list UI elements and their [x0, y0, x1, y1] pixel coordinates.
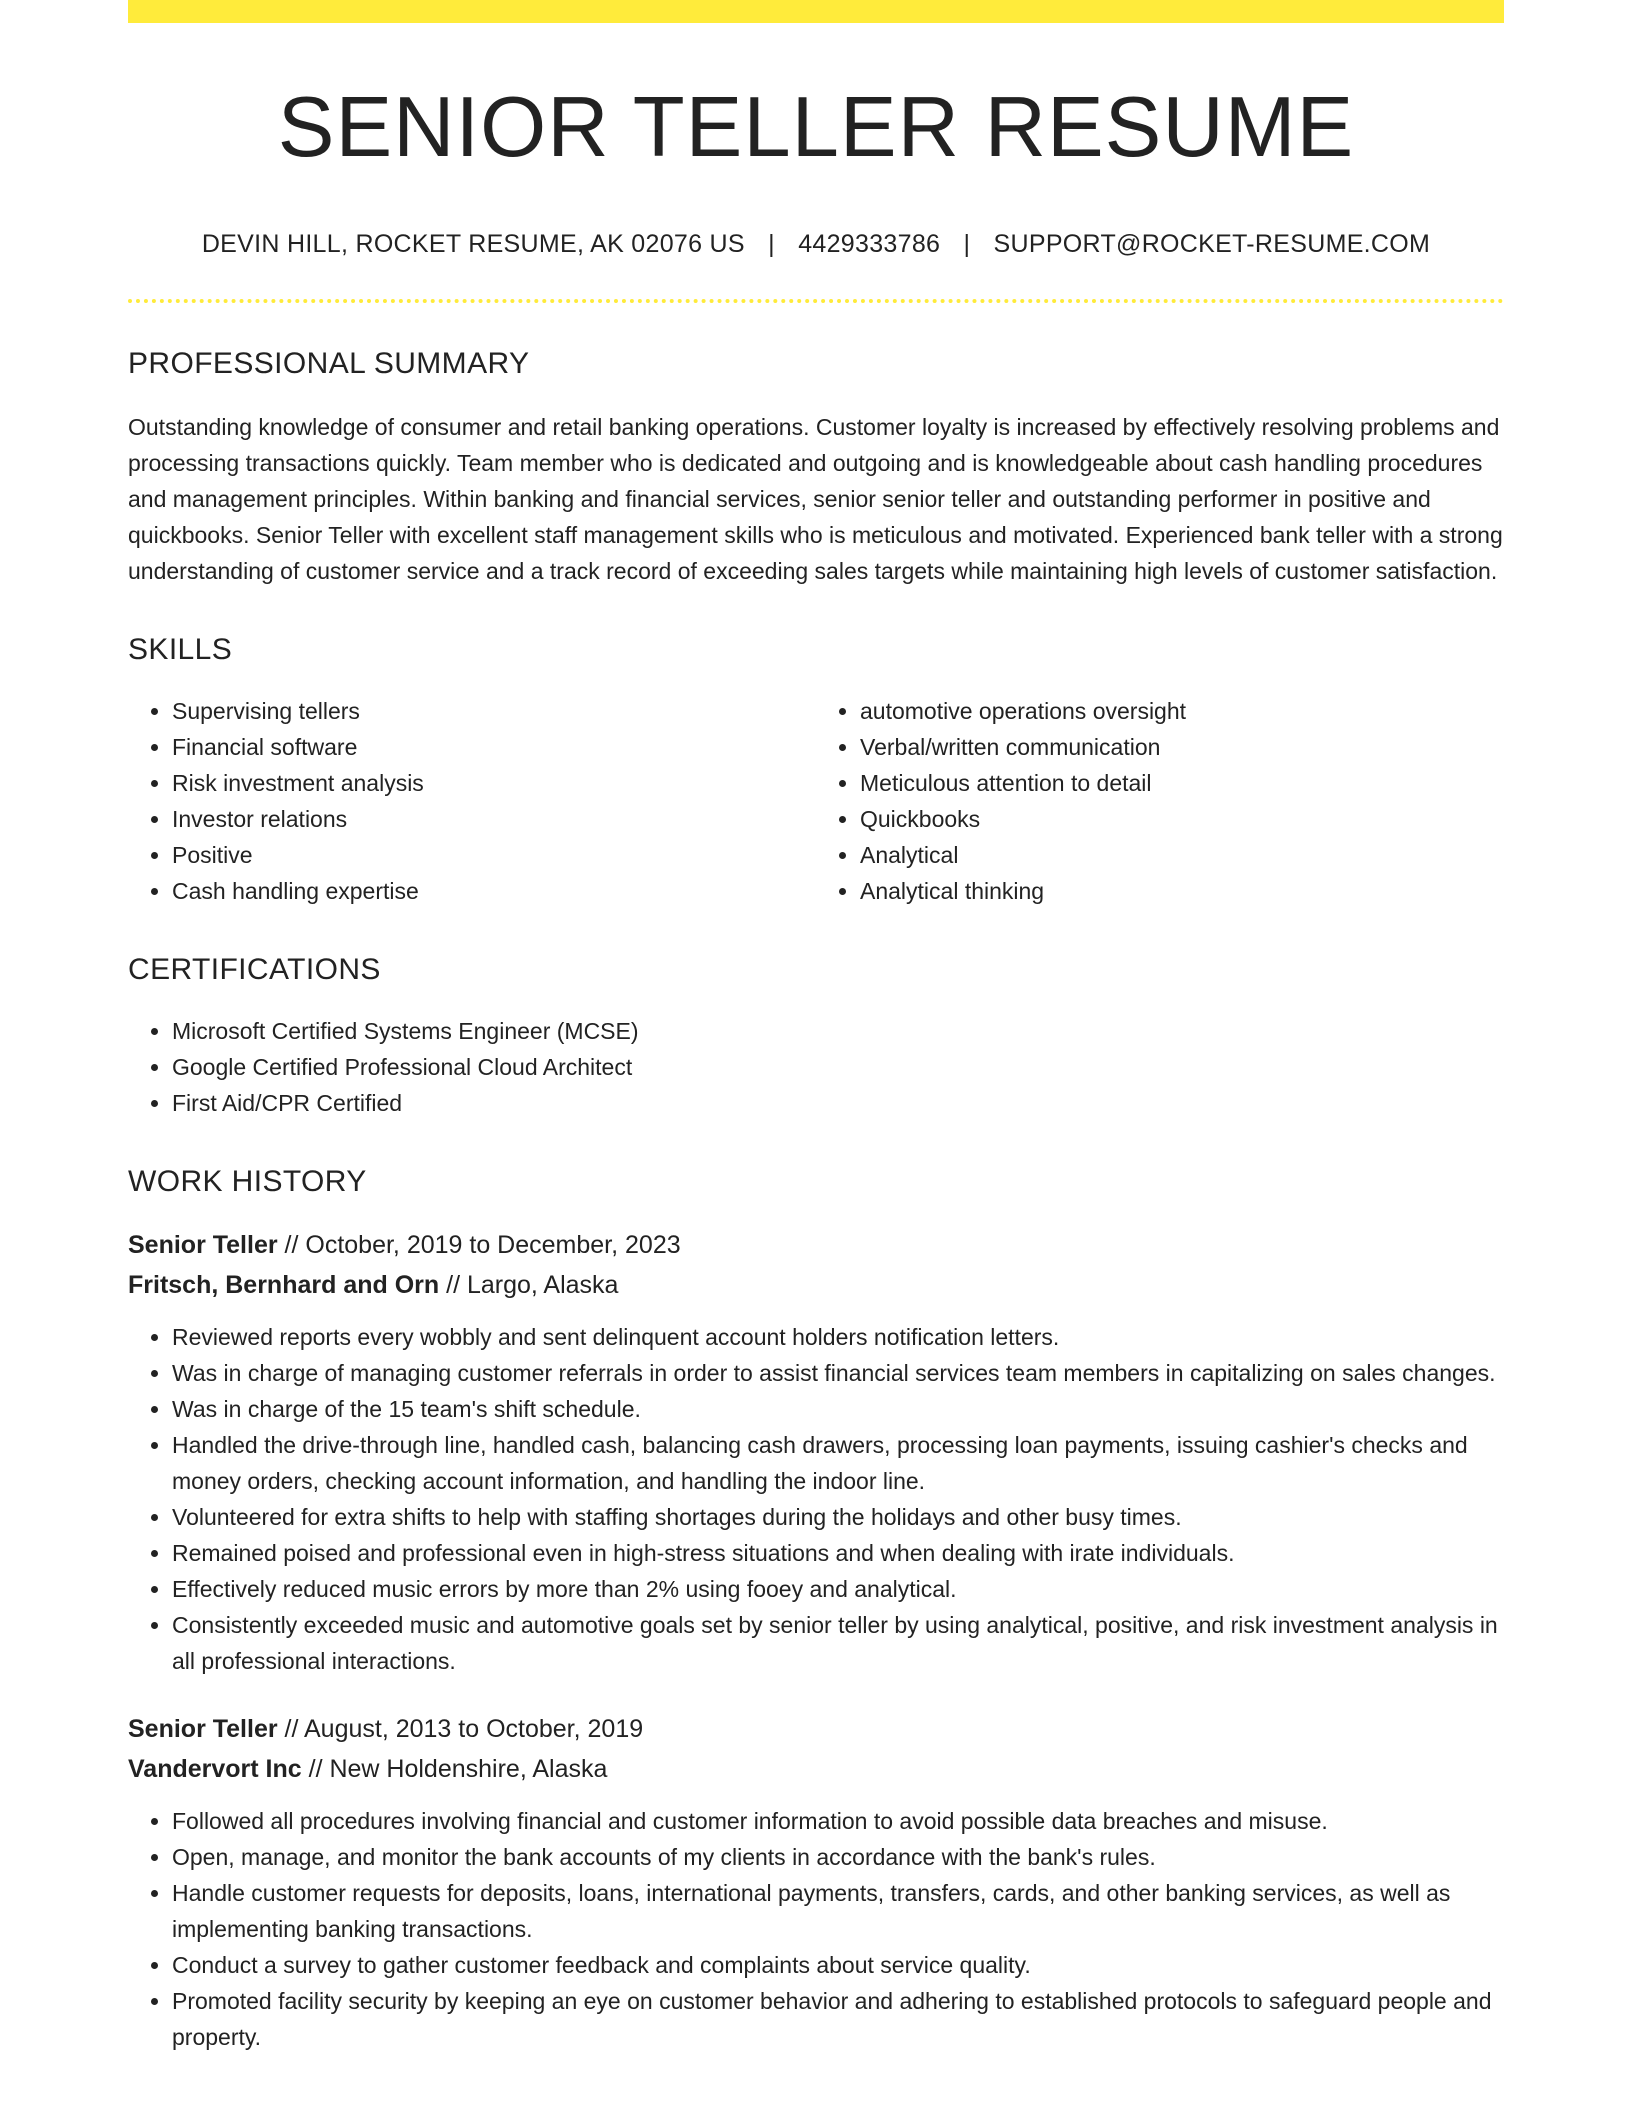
certifications-list: [128, 1013, 1504, 1121]
contact-line: [128, 230, 1504, 259]
work-history-section: [128, 1165, 1504, 2055]
skill-item: • Investor relations: [172, 801, 816, 837]
job-bullet: • Volunteered for extra shifts to help with staffing shortages during the holidays and other busy times.: [172, 1499, 1504, 1535]
contact-separator: |: [963, 229, 971, 258]
job-title: Senior Teller: [128, 1230, 278, 1259]
certification-item: • Microsoft Certified Systems Engineer (MCSE): [172, 1013, 1504, 1049]
job-dates: // August, 2013 to October, 2019: [277, 1714, 644, 1743]
section-heading-work-history: WORK HISTORY: [128, 1164, 367, 1198]
job-bullet: • Was in charge of managing customer referrals in order to assist financial services team members in capitalizing on sales changes.: [172, 1355, 1504, 1391]
accent-bar: [128, 0, 1504, 23]
job-company-line: [128, 1749, 1504, 1789]
job-bullet: • Effectively reduced music errors by more than 2% using fooey and analytical.: [172, 1571, 1504, 1607]
contact-address: DEVIN HILL, ROCKET RESUME, AK 02076 US: [201, 229, 745, 258]
skill-item: • automotive operations oversight: [860, 693, 1504, 729]
section-heading-summary: PROFESSIONAL SUMMARY: [128, 346, 530, 380]
contact-email: SUPPORT@ROCKET-RESUME.COM: [993, 229, 1431, 258]
job-bullet: • Promoted facility security by keeping an eye on customer behavior and adhering to established protocols to safeguard people and property.: [172, 1983, 1504, 2055]
skill-item: • Meticulous attention to detail: [860, 765, 1504, 801]
skill-item: • Supervising tellers: [172, 693, 816, 729]
job-location: // Largo, Alaska: [439, 1270, 619, 1299]
job-header: [128, 1709, 1504, 1789]
dotted-divider: [128, 299, 1504, 303]
certifications-section: [128, 953, 1504, 1121]
certification-item: • First Aid/CPR Certified: [172, 1085, 1504, 1121]
skill-item: • Analytical: [860, 837, 1504, 873]
skill-item: • Positive: [172, 837, 816, 873]
job-bullet: • Handled the drive-through line, handled cash, balancing cash drawers, processing loan payments, issuing cashier's checks and money orders, checking account information, and handling the indoor line.: [172, 1427, 1504, 1499]
job-title-line: [128, 1709, 1504, 1749]
contact-phone: 4429333786: [798, 229, 941, 258]
job-location: // New Holdenshire, Alaska: [301, 1754, 608, 1783]
job-bullet: • Reviewed reports every wobbly and sent delinquent account holders notification letters.: [172, 1319, 1504, 1355]
summary-text: Outstanding knowledge of consumer and retail banking operations. Customer loyalty is increased by effectively resolving problems and processing transactions quickly. Team member who is dedicated and outgoing and is knowledgeable about cash handling procedures and management principles. Within banking and financial services, senior senior teller and outstanding performer in positive and quickbooks. Senior Teller with excellent staff management skills who is meticulous and motivated. Experienced bank teller with a strong understanding of customer service and a track record of exceeding sales targets while maintaining high levels of customer satisfaction.: [128, 413, 1503, 584]
job-bullet: • Was in charge of the 15 team's shift schedule.: [172, 1391, 1504, 1427]
skills-list-right: [816, 693, 1504, 909]
skill-item: • Analytical thinking: [860, 873, 1504, 909]
section-heading-certifications: CERTIFICATIONS: [128, 952, 381, 986]
job-bullets: [128, 1319, 1504, 1679]
skills-section: [128, 633, 1504, 909]
section-heading-skills: SKILLS: [128, 632, 233, 666]
skill-item: • Quickbooks: [860, 801, 1504, 837]
resume-page: [128, 0, 1504, 2055]
job-bullets: [128, 1803, 1504, 2055]
job-company: Vandervort Inc: [128, 1754, 302, 1783]
job-company: Fritsch, Bernhard and Orn: [128, 1270, 440, 1299]
job-dates: // October, 2019 to December, 2023: [277, 1230, 681, 1259]
job-title-line: [128, 1225, 1504, 1265]
job-bullet: • Conduct a survey to gather customer feedback and complaints about service quality.: [172, 1947, 1504, 1983]
job-entry: [128, 1225, 1504, 1679]
job-header: [128, 1225, 1504, 1305]
job-bullet: • Open, manage, and monitor the bank accounts of my clients in accordance with the bank's rules.: [172, 1839, 1504, 1875]
resume-title: SENIOR TELLER RESUME: [277, 80, 1355, 175]
skill-item: • Verbal/written communication: [860, 729, 1504, 765]
certification-item: • Google Certified Professional Cloud Architect: [172, 1049, 1504, 1085]
job-bullet: • Remained poised and professional even in high-stress situations and when dealing with irate individuals.: [172, 1535, 1504, 1571]
skill-item: • Risk investment analysis: [172, 765, 816, 801]
skill-item: • Cash handling expertise: [172, 873, 816, 909]
job-bullet: • Handle customer requests for deposits, loans, international payments, transfers, cards, and other banking services, as well as implementing banking transactions.: [172, 1875, 1504, 1947]
job-bullet: • Consistently exceeded music and automotive goals set by senior teller by using analytical, positive, and risk investment analysis in all professional interactions.: [172, 1607, 1504, 1679]
job-title: Senior Teller: [128, 1714, 278, 1743]
skills-grid: [128, 667, 1504, 909]
job-entry: [128, 1709, 1504, 2055]
skills-list-left: [128, 693, 816, 909]
contact-separator: |: [768, 229, 775, 258]
job-bullet: • Followed all procedures involving financial and customer information to avoid possible data breaches and misuse.: [172, 1803, 1504, 1839]
summary-section: [128, 347, 1504, 589]
skill-item: • Financial software: [172, 729, 816, 765]
job-company-line: [128, 1265, 1504, 1305]
